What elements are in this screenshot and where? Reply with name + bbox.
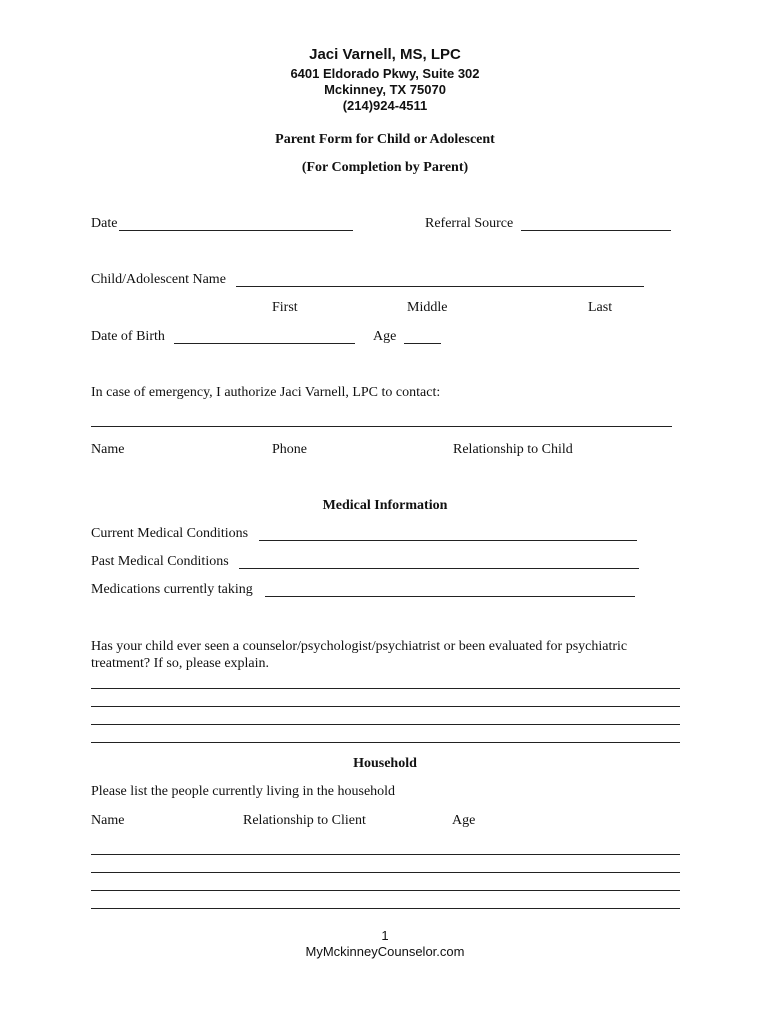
explanation-line-2[interactable] bbox=[91, 706, 680, 707]
past-conditions-label: Past Medical Conditions bbox=[91, 554, 229, 569]
household-line-1[interactable] bbox=[91, 854, 680, 855]
explanation-line-1[interactable] bbox=[91, 688, 680, 689]
emergency-relationship-caption: Relationship to Child bbox=[453, 442, 573, 457]
office-phone: (214)924-4511 bbox=[342, 98, 428, 113]
household-heading: Household bbox=[353, 756, 417, 771]
household-line-4[interactable] bbox=[91, 908, 680, 909]
page-number: 1 bbox=[381, 928, 389, 943]
first-name-caption: First bbox=[272, 300, 298, 315]
household-age-column: Age bbox=[452, 813, 476, 828]
current-conditions-field[interactable] bbox=[259, 540, 637, 541]
date-of-birth-field[interactable] bbox=[174, 343, 355, 344]
address-line-1: 6401 Eldorado Pkwy, Suite 302 bbox=[290, 66, 480, 81]
emergency-authorization-text: In case of emergency, I authorize Jaci Varnell, LPC to contact: bbox=[91, 385, 441, 400]
household-instructions: Please list the people currently living in the household bbox=[91, 784, 396, 799]
child-name-field[interactable] bbox=[236, 286, 644, 287]
referral-source-field[interactable] bbox=[521, 230, 671, 231]
emergency-name-caption: Name bbox=[91, 442, 125, 457]
medications-label: Medications currently taking bbox=[91, 582, 253, 597]
form-subtitle: (For Completion by Parent) bbox=[301, 160, 469, 175]
counselor-question-line-2: treatment? If so, please explain. bbox=[91, 656, 270, 671]
referral-source-label: Referral Source bbox=[425, 216, 514, 231]
date-of-birth-label: Date of Birth bbox=[91, 329, 165, 344]
website-footer: MyMckinneyCounselor.com bbox=[305, 944, 465, 959]
counselor-question-line-1: Has your child ever seen a counselor/psychologist/psychiatrist or been evaluated for psychiatric bbox=[91, 639, 628, 654]
household-line-2[interactable] bbox=[91, 872, 680, 873]
address-line-2: Mckinney, TX 75070 bbox=[324, 82, 446, 97]
explanation-line-3[interactable] bbox=[91, 724, 680, 725]
household-line-3[interactable] bbox=[91, 890, 680, 891]
form-title: Parent Form for Child or Adolescent bbox=[275, 132, 495, 147]
household-name-column: Name bbox=[91, 813, 125, 828]
date-field[interactable] bbox=[119, 230, 353, 231]
last-name-caption: Last bbox=[588, 300, 613, 315]
medications-field[interactable] bbox=[265, 596, 635, 597]
practitioner-name: Jaci Varnell, MS, LPC bbox=[309, 46, 461, 63]
child-name-label: Child/Adolescent Name bbox=[91, 272, 226, 287]
medical-information-heading: Medical Information bbox=[322, 498, 448, 513]
past-conditions-field[interactable] bbox=[239, 568, 639, 569]
explanation-line-4[interactable] bbox=[91, 742, 680, 743]
emergency-contact-field[interactable] bbox=[91, 426, 672, 427]
age-label: Age bbox=[373, 329, 397, 344]
current-conditions-label: Current Medical Conditions bbox=[91, 526, 249, 541]
household-relationship-column: Relationship to Client bbox=[243, 813, 366, 828]
middle-name-caption: Middle bbox=[407, 300, 448, 315]
age-field[interactable] bbox=[404, 343, 441, 344]
date-label: Date bbox=[91, 216, 118, 231]
emergency-phone-caption: Phone bbox=[272, 442, 307, 457]
